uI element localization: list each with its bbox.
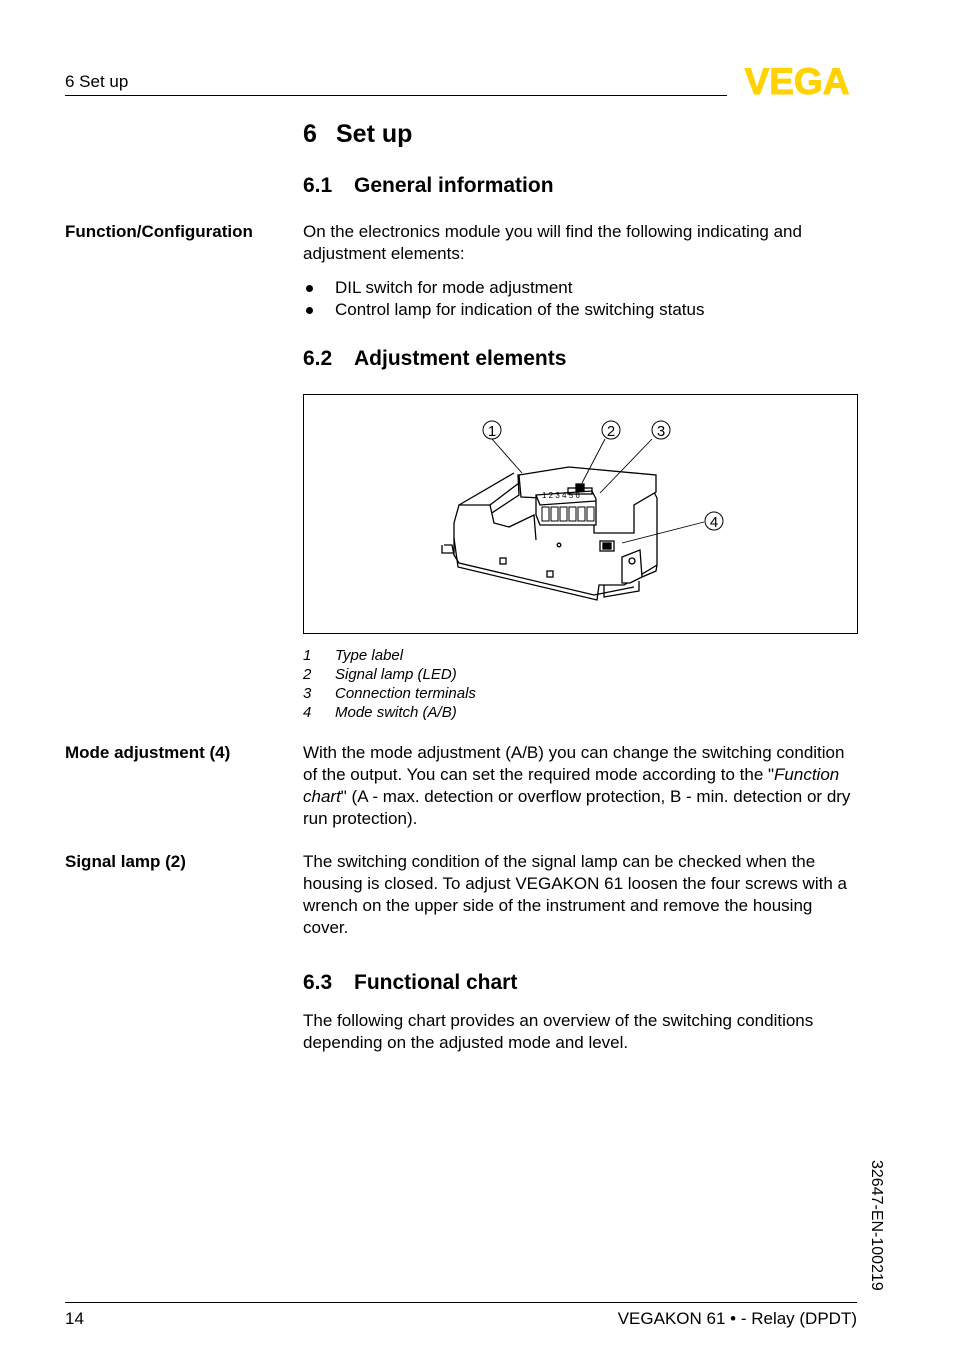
callout-1: 1 <box>487 423 497 440</box>
page-number: 14 <box>65 1309 84 1328</box>
terminal-numbers: 1 2 3 4 5 6 <box>542 491 580 500</box>
caption-item: 1 Type label <box>303 647 404 664</box>
footer-title: VEGAKON 61 • - Relay (DPDT) <box>617 1309 857 1328</box>
bullet-dot-icon <box>306 307 313 314</box>
section-text: General information <box>354 174 554 197</box>
caption-item: 2 Signal lamp (LED) <box>303 666 457 683</box>
chapter-number: 6 <box>303 120 317 148</box>
header-rule <box>65 95 727 96</box>
section-heading-6-1 <box>303 174 554 198</box>
section-text: Functional chart <box>354 971 518 994</box>
callout-2: 2 <box>606 423 616 440</box>
logo-text: VEGA <box>744 64 850 98</box>
figure-captions <box>303 646 476 722</box>
section-heading-6-3 <box>303 971 517 995</box>
function-paragraph: On the electronics module you will find the following indicating and adjustment elements: <box>303 222 802 263</box>
mode-paragraph: With the mode adjustment (A/B) you can change the switching condition of the output. You can set the required mode according to the "Function chart" (A - max. detection or overflow protection, B - min. detection or dry run protection). <box>303 743 851 828</box>
functional-paragraph: The following chart provides an overview of the switching conditions depending on the adjusted mode and level. <box>303 1011 814 1052</box>
bullet-list <box>303 277 704 321</box>
side-label-lamp: Signal lamp (2) <box>65 852 186 871</box>
section-number: 6.1 <box>303 174 333 197</box>
bullet-dot-icon <box>306 285 313 292</box>
section-number: 6.3 <box>303 971 333 994</box>
lamp-paragraph: The switching condition of the signal lamp can be checked when the housing is closed. To adjust VEGAKON 61 loosen the four screws with a wrench on the upper side of the instrument and remove the housing cover. <box>303 852 847 937</box>
caption-item: 3 Connection terminals <box>303 685 476 702</box>
document-id: 32647-EN-100219 <box>868 1160 885 1291</box>
electronics-module-drawing <box>304 395 857 633</box>
caption-item: 4 Mode switch (A/B) <box>303 704 457 721</box>
chapter-text: Set up <box>336 120 413 148</box>
section-number: 6.2 <box>303 347 333 370</box>
chapter-title <box>303 120 412 149</box>
side-label-mode: Mode adjustment (4) <box>65 743 231 762</box>
vega-logo <box>735 64 859 98</box>
function-chart-ref: Function chart <box>303 765 840 806</box>
section-text: Adjustment elements <box>354 347 567 370</box>
section-heading-6-2 <box>303 347 566 371</box>
list-item: Control lamp for indication of the switching status <box>303 299 704 321</box>
callout-3: 3 <box>656 423 666 440</box>
adjustment-elements-figure <box>303 394 858 634</box>
callout-4: 4 <box>709 514 719 531</box>
side-label-function: Function/Configuration <box>65 222 253 241</box>
list-item: DIL switch for mode adjustment <box>303 277 704 299</box>
running-header: 6 Set up <box>65 72 129 91</box>
footer-rule <box>65 1302 857 1303</box>
